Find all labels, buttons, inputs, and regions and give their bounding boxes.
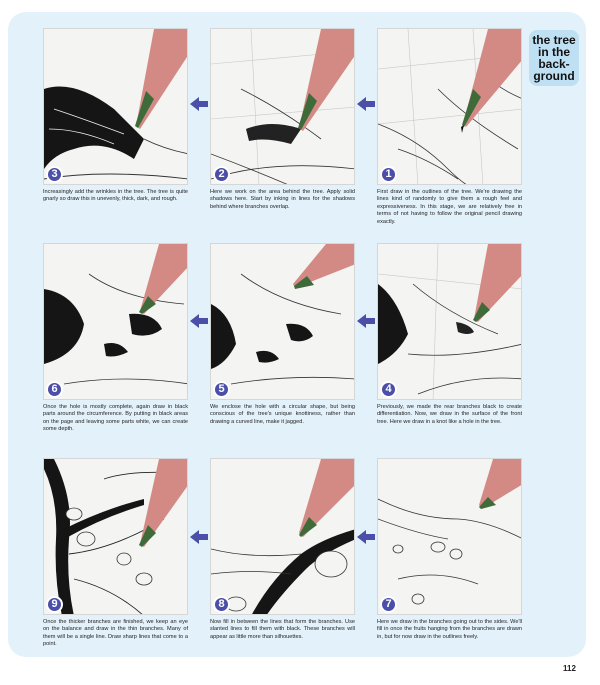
step-photo (377, 458, 522, 615)
step-photo (43, 28, 188, 185)
step-caption: Now fill in between the lines that form the branches. Use slanted lines to fill them with black. These branches will appear as little more than silhouettes. (210, 619, 355, 640)
illustration-step-7 (378, 459, 522, 615)
title-line: ground (533, 69, 575, 83)
arrow-left-icon (357, 530, 375, 544)
step-photo (377, 28, 522, 185)
illustration-step-2 (211, 29, 355, 185)
step-number-badge: 9 (46, 596, 63, 613)
arrow-left-icon (190, 97, 208, 111)
title-line: back- (538, 57, 570, 71)
illustration-step-6 (44, 244, 188, 400)
arrow-left-icon (357, 97, 375, 111)
section-title-badge (529, 30, 579, 86)
step-caption: Increasingly add the wrinkles in the tree. The tree is quite gnarly so draw this in unevenly, thick, dark, and rough. (43, 189, 188, 203)
step-caption: Once the thicker branches are finished, we keep an eye on the balance and draw in the thin branches. Many of them will be a single line. Draw sharp lines that come to a point. (43, 619, 188, 648)
step-number-badge: 8 (213, 596, 230, 613)
step-photo (43, 243, 188, 400)
page-number: 112 (563, 664, 576, 673)
step-number-badge: 5 (213, 381, 230, 398)
step-number-badge: 1 (380, 166, 397, 183)
step-number-badge: 2 (213, 166, 230, 183)
step-photo (210, 458, 355, 615)
illustration-step-5 (211, 244, 355, 400)
step-number-badge: 7 (380, 596, 397, 613)
step-caption: Previously, we made the rear branches black to create differentiation. Now, we draw in the surface of the front tree. Here we draw in a knot like a hole in the tree. (377, 404, 522, 425)
illustration-step-4 (378, 244, 522, 400)
step-number-badge: 6 (46, 381, 63, 398)
step-caption: Once the hole is mostly complete, again draw in black parts around the circumference. By putting in black areas on the page and leaving some parts white, we can create some depth. (43, 404, 188, 433)
step-caption: Here we draw in the branches going out to the sides. We'll fill in once the fruits hanging from the branches are drawn in, but for now draw in the outlines freely. (377, 619, 522, 640)
arrow-left-icon (190, 530, 208, 544)
arrow-left-icon (357, 314, 375, 328)
title-line: the tree (532, 33, 576, 47)
arrow-left-icon (190, 314, 208, 328)
step-photo (210, 28, 355, 185)
step-number-badge: 3 (46, 166, 63, 183)
title-line: in the (538, 45, 570, 59)
step-caption: Here we work on the area behind the tree. Apply solid shadows here. Start by inking in lines for the shadows behind where branches overlap. (210, 189, 355, 210)
illustration-step-9 (44, 459, 188, 615)
illustration-step-8 (211, 459, 355, 615)
step-photo (210, 243, 355, 400)
step-photo (43, 458, 188, 615)
step-caption: We enclose the hole with a circular shape, but being conscious of the tree's unique knottiness, rather than drawing a curved line, make it jagged. (210, 404, 355, 425)
step-number-badge: 4 (380, 381, 397, 398)
step-caption: First draw in the outlines of the tree. We're drawing the lines kind of randomly to give them a rough feel and expressiveness. In this stage, we are relatively free in terms of not having to follow the original pencil drawing exactly. (377, 189, 522, 225)
illustration-step-1 (378, 29, 522, 185)
step-photo (377, 243, 522, 400)
illustration-step-3 (44, 29, 188, 185)
